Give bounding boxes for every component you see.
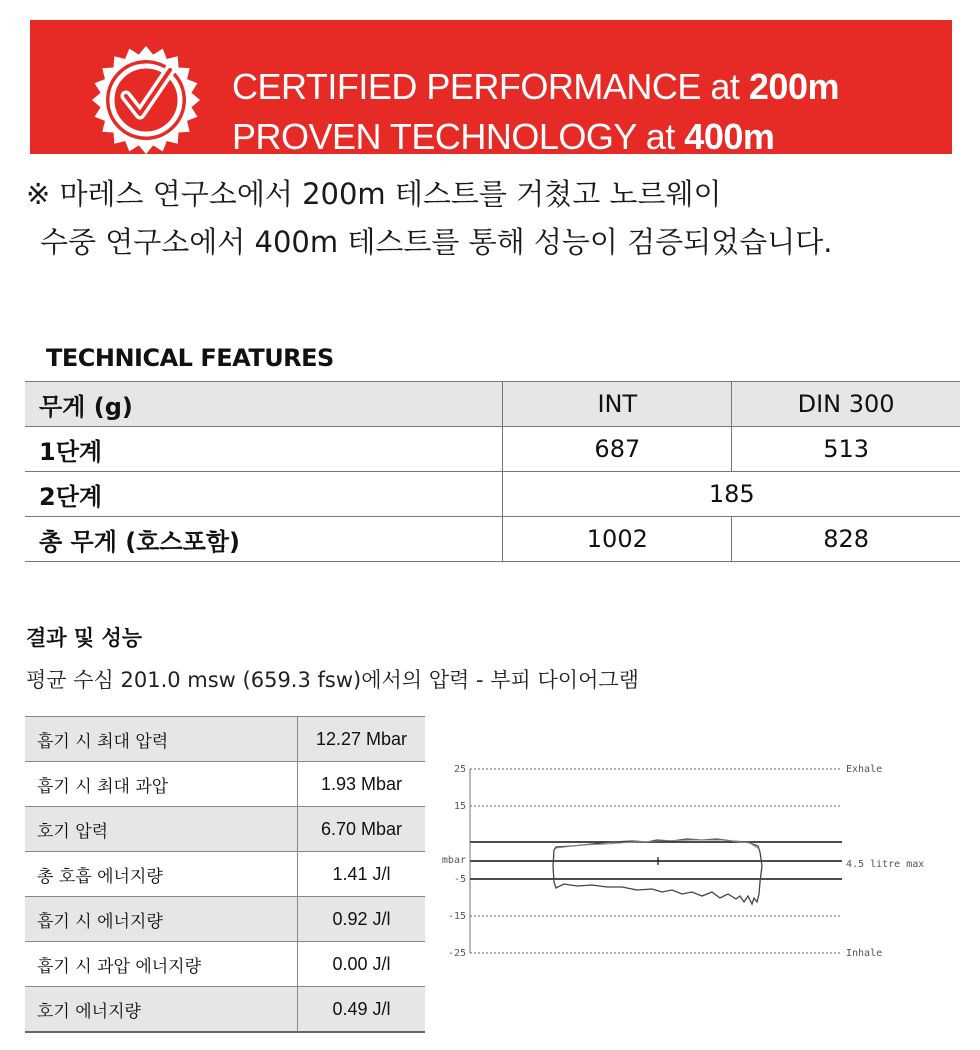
exhale-label: Exhale [846,764,883,775]
technical-features-title: TECHNICAL FEATURES [46,344,334,372]
table-header-row [25,382,960,427]
perf-value: 0.49 J/l [298,987,426,1033]
combined-value: 185 [503,472,960,517]
perf-label: 흡기 시 최대 과압 [25,762,298,807]
banner-line-1-text: CERTIFIED PERFORMANCE at [232,66,749,107]
results-subtitle: 평균 수심 201.0 msw (659.3 fsw)에서의 압력 - 부피 다이어그램 [26,668,639,692]
row-label: 1단계 [25,427,503,472]
perf-label: 호기 압력 [25,807,298,852]
tick-label: -5 [453,874,466,885]
int-value: 687 [503,427,732,472]
row-label: 총 무게 (호스포함) [25,517,503,562]
table-row [25,852,425,897]
banner-line-1-depth: 200m [748,66,839,107]
tick-label: 25 [453,764,466,775]
banner-line-2-text: PROVEN TECHNOLOGY at [232,116,685,157]
pressure-volume-diagram [432,756,952,966]
table-row [25,762,425,807]
table-row [25,987,425,1033]
perf-value: 0.00 J/l [298,942,426,987]
table-row [25,427,960,472]
performance-table [25,716,425,1033]
table-row [25,942,425,987]
perf-label: 흡기 시 최대 압력 [25,717,298,762]
banner-line-2-depth: 400m [684,116,775,157]
table-row [25,807,425,852]
banner-text [232,62,839,162]
perf-value: 1.41 J/l [298,852,426,897]
perf-label: 호기 에너지량 [25,987,298,1033]
perf-value: 0.92 J/l [298,897,426,942]
din-header: DIN 300 [732,382,960,427]
perf-label: 흡기 시 과압 에너지량 [25,942,298,987]
perf-value: 6.70 Mbar [298,807,426,852]
din-value: 513 [732,427,960,472]
tick-label: -15 [447,911,466,922]
note-line-1: ※ 마레스 연구소에서 200m 테스트를 거쳤고 노르웨이 [26,177,722,211]
results-title: 결과 및 성능 [26,626,143,650]
perf-value: 1.93 Mbar [298,762,426,807]
int-header: INT [503,382,732,427]
certification-note [26,170,832,266]
table-row [25,897,425,942]
unit-label: mbar [441,855,466,866]
perf-value: 12.27 Mbar [298,717,426,762]
weight-header-label: 무게 (g) [25,382,503,427]
tick-label: 15 [453,801,466,812]
certification-banner [30,20,952,157]
perf-label: 흡기 시 에너지량 [25,897,298,942]
certified-check-badge-icon [86,38,206,158]
inhale-label: Inhale [846,948,883,959]
table-row [25,472,960,517]
technical-features-table [25,381,960,562]
max-volume-label: 4.5 litre max [846,859,925,870]
table-row [25,517,960,562]
int-value: 1002 [503,517,732,562]
breathing-loop-curve [553,839,762,904]
perf-label: 총 호흡 에너지량 [25,852,298,897]
banner-line-1 [232,62,839,112]
din-value: 828 [732,517,960,562]
tick-label: -25 [447,948,466,959]
row-label: 2단계 [25,472,503,517]
note-line-2: 수중 연구소에서 400m 테스트를 통해 성능이 검증되었습니다. [40,225,833,259]
banner-line-2 [232,112,839,162]
table-row [25,717,425,762]
